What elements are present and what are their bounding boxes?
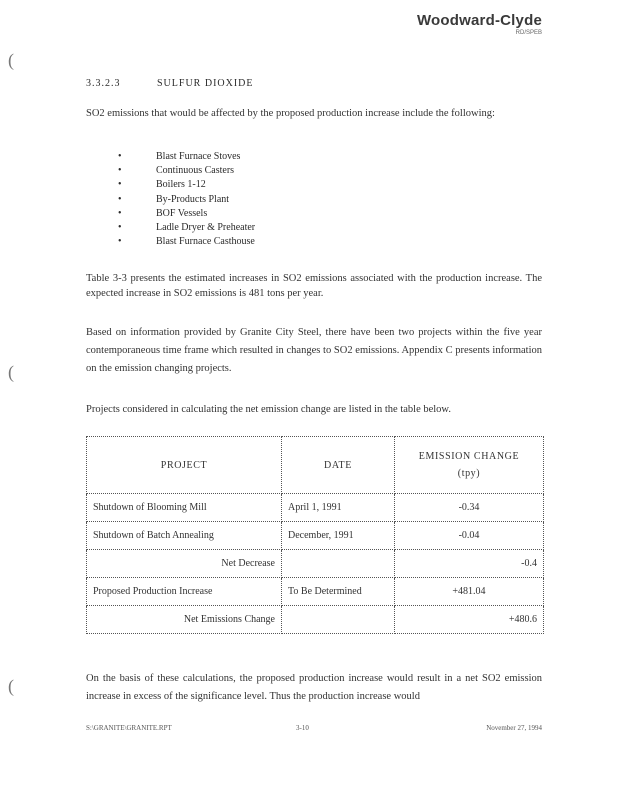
bullet-icon: • <box>118 151 122 162</box>
margin-mark: ( <box>8 362 14 382</box>
list-item <box>118 193 255 207</box>
margin-mark: ( <box>8 676 14 696</box>
table-row <box>87 494 544 522</box>
empty-cell <box>282 606 395 634</box>
project-cell: Shutdown of Batch Annealing <box>87 522 282 550</box>
table-row <box>87 578 544 606</box>
net-change-value: +480.6 <box>395 606 544 634</box>
column-header-emission-label: EMISSION CHANGE <box>418 451 520 462</box>
table-header-row <box>87 437 544 494</box>
list-item <box>118 178 255 192</box>
emission-cell: -0.04 <box>395 522 544 550</box>
list-item-label: Blast Furnace Casthouse <box>156 236 255 248</box>
list-item-label: Boilers 1-12 <box>156 179 206 191</box>
list-item <box>118 221 255 235</box>
considered-paragraph: Projects considered in calculating the net emission change are listed in the table below. <box>86 404 451 415</box>
list-item-label: Blast Furnace Stoves <box>156 151 241 162</box>
net-change-label: Net Emissions Change <box>87 606 282 634</box>
date-cell: April 1, 1991 <box>282 494 395 522</box>
table-reference-paragraph: Table 3-3 presents the estimated increases in SO2 emissions associated with the production increase. The expected increase in SO2 emissions is 481 tons per year. <box>86 273 542 299</box>
source-list <box>118 150 255 249</box>
column-header-emission-unit: (tpy) <box>457 468 481 479</box>
date-cell: December, 1991 <box>282 522 395 550</box>
list-item <box>118 235 255 249</box>
list-item-label: By-Products Plant <box>156 193 230 205</box>
footer-file-path: S:\GRANITE\GRANITE.RPT <box>86 724 172 732</box>
footer-date: November 27, 1994 <box>486 724 542 732</box>
net-decrease-label: Net Decrease <box>87 550 282 578</box>
date-cell: To Be Determined <box>282 578 395 606</box>
net-decrease-row <box>87 550 544 578</box>
column-header-date: DATE <box>282 437 395 494</box>
empty-cell <box>282 550 395 578</box>
company-logo: Woodward-Clyde <box>416 12 542 29</box>
net-decrease-value: -0.4 <box>395 550 544 578</box>
emission-cell: -0.34 <box>395 494 544 522</box>
bullet-icon: • <box>118 222 122 234</box>
project-cell: Shutdown of Blooming Mill <box>87 494 282 522</box>
logo-subtext: RD/SPEB <box>515 30 542 36</box>
bullet-icon: • <box>118 179 122 191</box>
bullet-icon: • <box>118 207 122 219</box>
column-header-project: PROJECT <box>87 437 282 494</box>
footer-page-number: 3-10 <box>296 724 309 732</box>
bullet-icon: • <box>118 165 122 177</box>
list-item-label: Ladle Dryer & Preheater <box>156 222 256 234</box>
list-item <box>118 207 255 221</box>
emission-change-table <box>86 436 544 634</box>
table-row <box>87 522 544 550</box>
list-item <box>118 164 255 178</box>
section-number: 3.3.2.3 <box>86 78 121 89</box>
conclusion-paragraph: On the basis of these calculations, the proposed production increase would result in a net SO2 emission increase in excess of the significance level. Thus the production increase would <box>86 673 542 702</box>
list-item <box>118 150 255 164</box>
emission-cell: +481.04 <box>395 578 544 606</box>
section-title: SULFUR DIOXIDE <box>157 78 254 89</box>
margin-mark: ( <box>8 50 14 70</box>
column-header-emission <box>395 437 544 494</box>
list-item-label: Continuous Casters <box>156 165 235 177</box>
intro-paragraph: SO2 emissions that would be affected by the proposed production increase include the following: <box>86 108 495 119</box>
list-item-label: BOF Vessels <box>156 207 208 219</box>
project-cell: Proposed Production Increase <box>87 578 282 606</box>
bullet-icon: • <box>118 236 122 248</box>
bullet-icon: • <box>118 193 122 205</box>
net-change-row <box>87 606 544 634</box>
projects-paragraph: Based on information provided by Granite City Steel, there have been two projects within the five year contemporaneous time frame which resulted in changes to SO2 emissions. Appendix C presents information on the emission changing projects. <box>86 327 542 374</box>
